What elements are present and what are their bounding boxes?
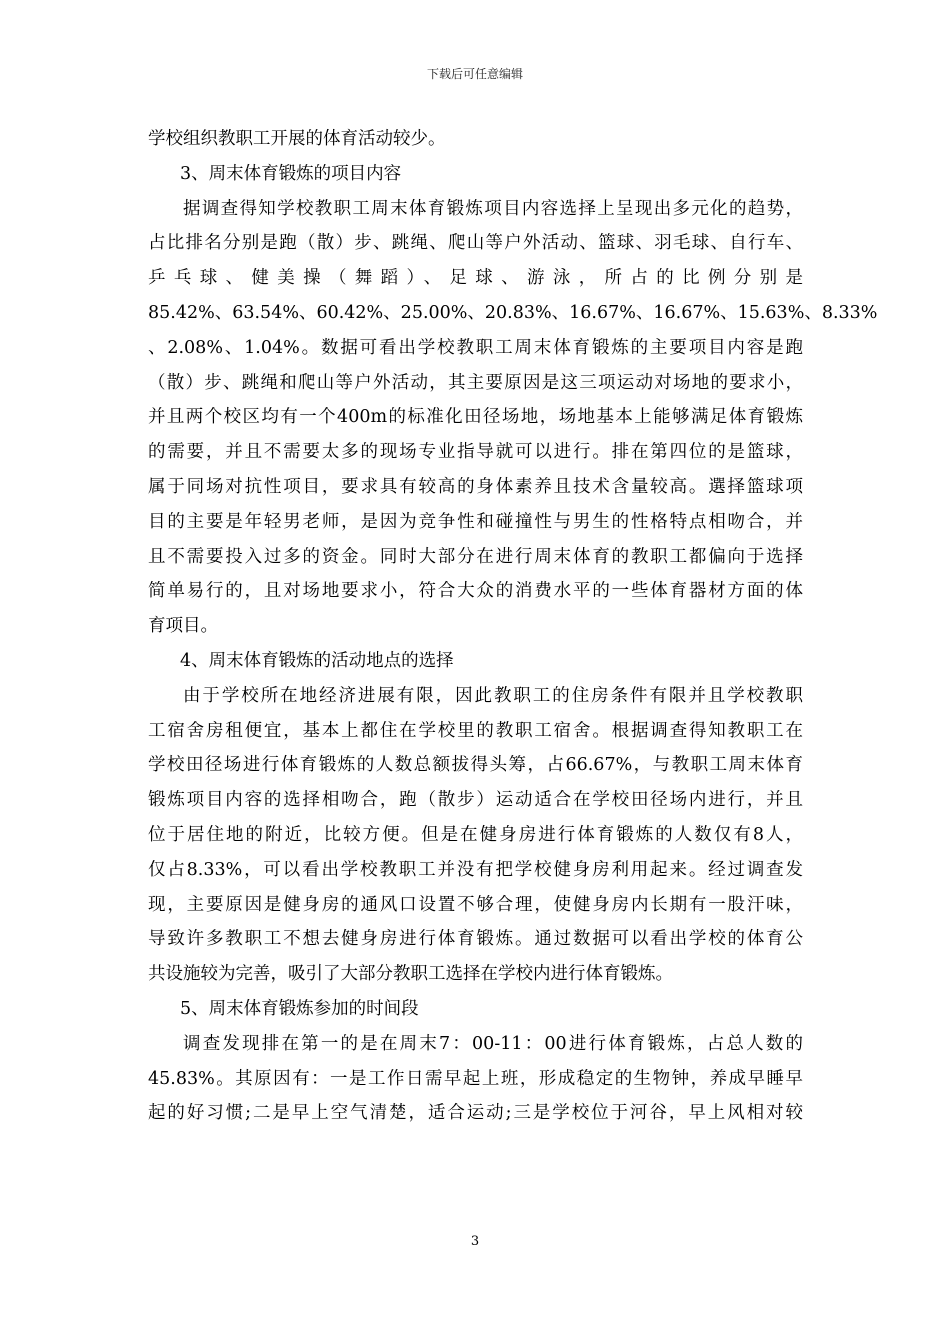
paragraph-line: 位于居住地的附近，比较方便。但是在健身房进行体育锻炼的人数仅有8人，	[148, 824, 803, 845]
paragraph-line: 简单易行的，且对场地要求小，符合大众的消费水平的一些体育器材方面的体	[148, 581, 803, 602]
paragraph-line: 锻炼项目内容的选择相吻合，跑（散步）运动适合在学校田径场内进行，并且	[148, 790, 803, 811]
paragraph-line: 育项目。	[148, 616, 218, 637]
paragraph-line: 调查发现排在第一的是在周末7：00-11：00进行体育锻炼，占总人数的	[183, 1033, 803, 1054]
paragraph-line: 45.83%。其原因有：一是工作日需早起上班，形成稳定的生物钟，养成早睡早	[148, 1068, 803, 1089]
paragraph-line: 的需要，并且不需要太多的现场专业指导就可以进行。排在第四位的是篮球，	[148, 442, 803, 463]
paragraph-line: 属于同场对抗性项目，要求具有较高的身体素养且技术含量较高。選择篮球项	[148, 476, 803, 497]
paragraph-line: 85.42%、63.54%、60.42%、25.00%、20.83%、16.67%、16.67%、15.63%、8.33%	[148, 302, 878, 323]
paragraph-line: 学校组织教职工开展的体育活动较少。	[148, 129, 446, 149]
paragraph-line: 仅占8.33%，可以看出学校教职工并没有把学校健身房利用起来。经过调查发	[148, 859, 803, 880]
paragraph-line: 导致许多教职工不想去健身房进行体育锻炼。通过数据可以看出学校的体育公	[148, 929, 803, 950]
section-heading: 3、周末体育锻炼的项目内容	[180, 163, 402, 184]
paragraph-line: 占比排名分别是跑（散）步、跳绳、爬山等户外活动、篮球、羽毛球、自行车、	[148, 233, 803, 254]
paragraph-line: 现，主要原因是健身房的通风口设置不够合理，使健身房内长期有一股汗味，	[148, 894, 803, 915]
paragraph-line: 并且两个校区均有一个400m的标准化田径场地，场地基本上能够满足体育锻炼	[148, 407, 803, 428]
paragraph-line: 由于学校所在地经济进展有限，因此教职工的住房条件有限并且学校教职	[183, 685, 803, 706]
paragraph-line: 起的好习惯;二是早上空气清楚，适合运动;三是学校位于河谷，早上风相对较	[148, 1103, 803, 1124]
paragraph-line: 、2.08%、1.04%。数据可看出学校教职工周末体育锻炼的主要项目内容是跑	[148, 337, 803, 358]
paragraph-line: （散）步、跳绳和爬山等户外活动，其主要原因是这三项运动对场地的要求小，	[148, 372, 803, 393]
paragraph-line: 目的主要是年轻男老师，是因为竞争性和碰撞性与男生的性格特点相吻合，并	[148, 511, 803, 532]
paragraph-line: 且不需要投入过多的资金。同时大部分在进行周末体育的教职工都偏向于选择	[148, 546, 803, 567]
paragraph-line: 工宿舍房租便宜，基本上都住在学校里的教职工宿舍。根据调查得知教职工在	[148, 720, 803, 741]
paragraph-line: 据调查得知学校教职工周末体育锻炼项目内容选择上呈现出多元化的趋势，	[183, 198, 803, 219]
paragraph-line: 共设施较为完善，吸引了大部分教职工选择在学校内进行体育锻炼。	[148, 964, 673, 985]
document-body	[148, 122, 878, 1131]
paragraph-line: 学校田径场进行体育锻炼的人数总额拔得头筹，占66.67%，与教职工周末体育	[148, 755, 803, 776]
section-heading: 5、周末体育锻炼参加的时间段	[180, 998, 419, 1019]
section-heading: 4、周末体育锻炼的活动地点的选择	[180, 650, 454, 671]
page-header: 下载后可任意编辑	[426, 67, 523, 81]
page-number: 3	[470, 1234, 480, 1249]
paragraph-line: 乒乓球、健美操（舞蹈）、足球、游泳，所占的比例分别是	[148, 268, 803, 289]
